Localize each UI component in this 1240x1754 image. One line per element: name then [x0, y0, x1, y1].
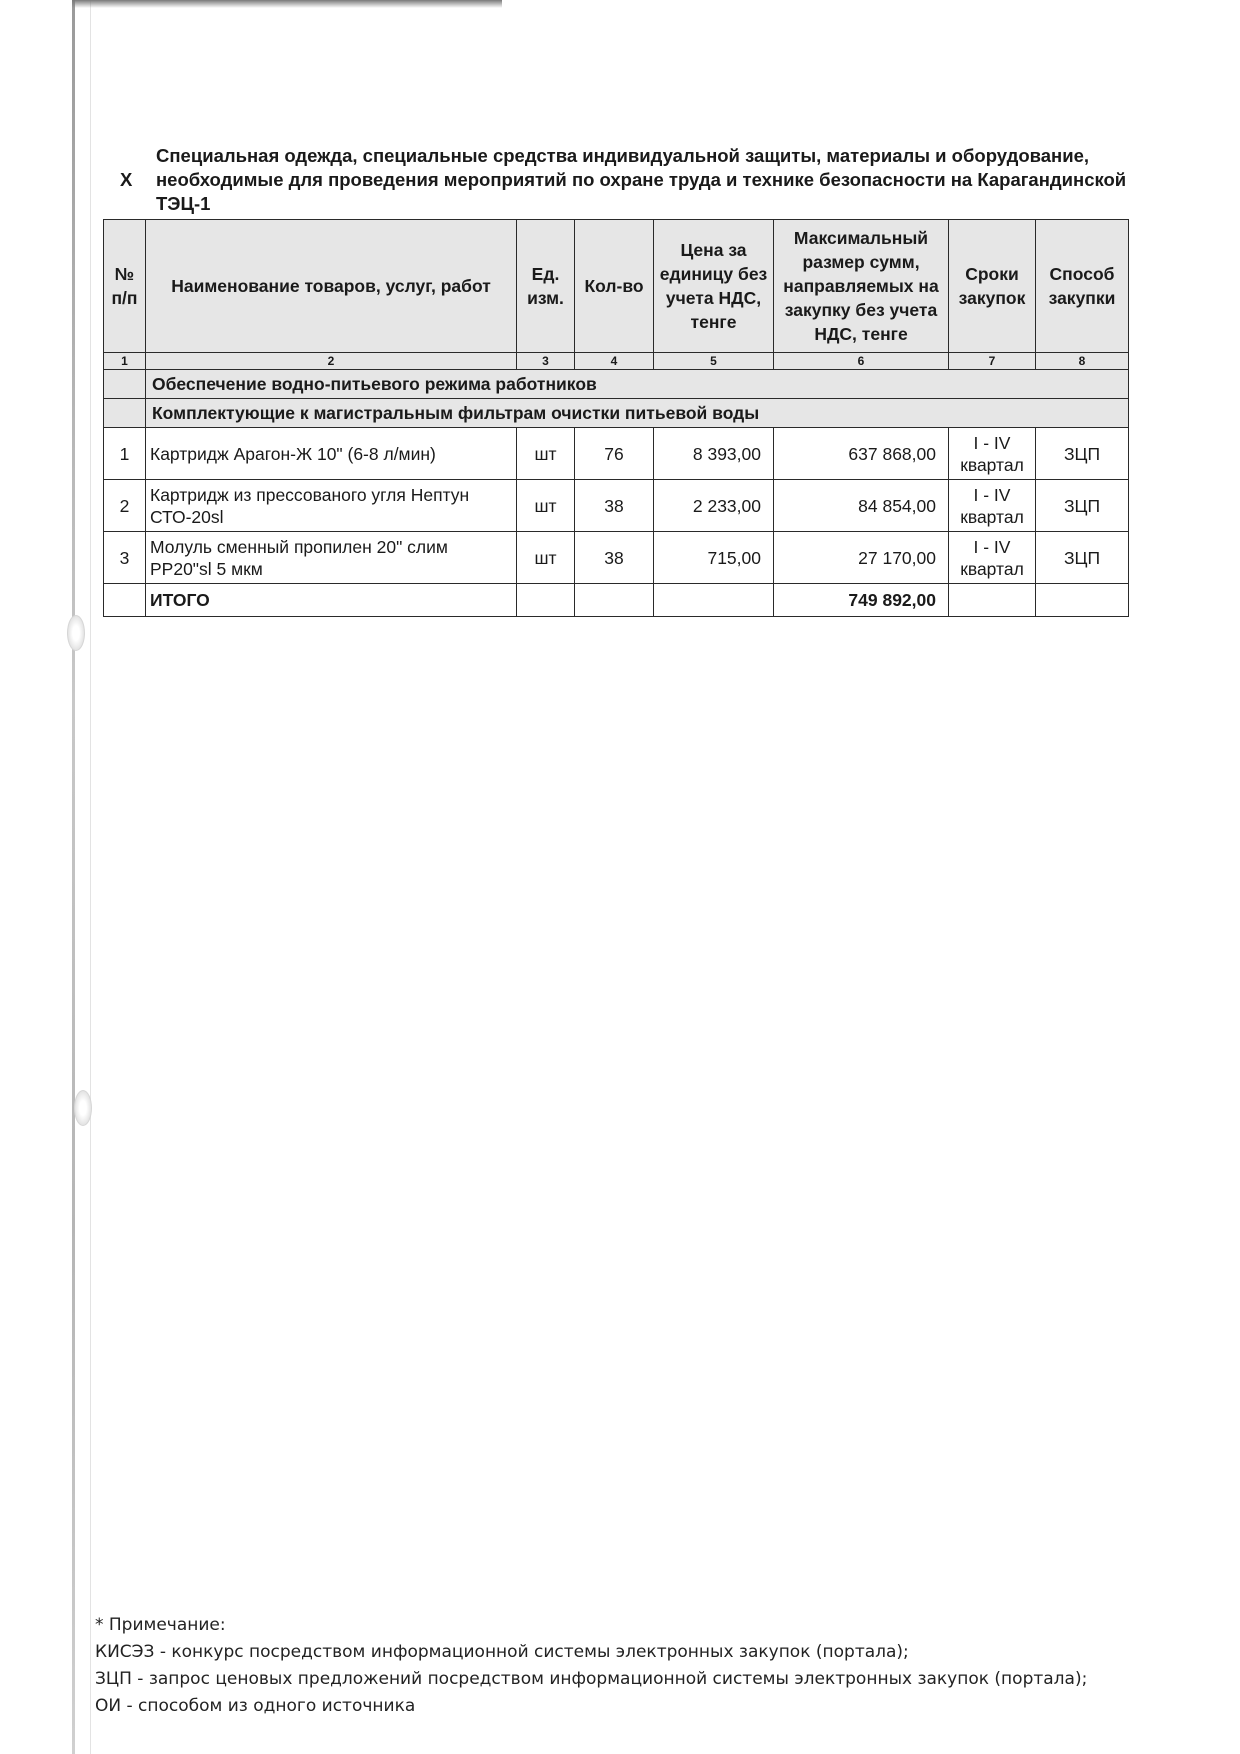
- row-qty: 38: [575, 532, 654, 584]
- punch-hole-bottom: [74, 1090, 92, 1126]
- row-method: ЗЦП: [1036, 532, 1129, 584]
- footnote: [95, 1612, 1215, 1720]
- header-price: Цена за единицу без учета НДС, тенге: [654, 220, 774, 353]
- header-amount: Максимальный размер сумм, направляемых на закупку без учета НДС, тенге: [774, 220, 949, 353]
- total-empty-cell: [1036, 584, 1129, 617]
- header-method: Способ закупки: [1036, 220, 1129, 353]
- row-period: I - IV квартал: [949, 532, 1036, 584]
- row-price: 715,00: [654, 532, 774, 584]
- total-amount: 749 892,00: [774, 584, 949, 617]
- table-row: [104, 532, 1129, 584]
- row-amount: 84 854,00: [774, 480, 949, 532]
- column-number: 5: [654, 353, 774, 370]
- scan-left-edge: [72, 0, 75, 1754]
- column-number: 7: [949, 353, 1036, 370]
- row-no: 2: [104, 480, 146, 532]
- header-no: № п/п: [104, 220, 146, 353]
- row-qty: 38: [575, 480, 654, 532]
- footnote-line: КИСЭЗ - конкурс посредством информационной системы электронных закупок (портала);: [95, 1642, 909, 1662]
- row-no: 3: [104, 532, 146, 584]
- total-row: [104, 584, 1129, 617]
- column-numbers-row: [104, 353, 1129, 370]
- header-name: Наименование товаров, услуг, работ: [146, 220, 517, 353]
- total-empty-cell: [949, 584, 1036, 617]
- row-price: 2 233,00: [654, 480, 774, 532]
- column-number: 1: [104, 353, 146, 370]
- column-number: 6: [774, 353, 949, 370]
- procurement-table: [103, 219, 1129, 617]
- scan-top-edge: [72, 0, 502, 8]
- row-name: Картридж Арагон-Ж 10" (6-8 л/мин): [146, 428, 517, 480]
- punch-hole-top: [67, 615, 85, 651]
- total-empty-cell: [517, 584, 575, 617]
- section-title: Специальная одежда, специальные средства индивидуальной защиты, материалы и оборудование, необходимые для проведения мероприятий по охране труда и технике безопасности на Карагандинской ТЭЦ-1: [156, 145, 1127, 214]
- total-empty-cell: [575, 584, 654, 617]
- subgroup-title: Комплектующие к магистральным фильтрам очистки питьевой воды: [146, 399, 1129, 428]
- row-name: Молуль сменный пропилен 20" слим PP20"sl 5 мкм: [146, 532, 517, 584]
- footnote-line: ЗЦП - запрос ценовых предложений посредством информационной системы электронных закупок (портала);: [95, 1669, 1088, 1689]
- scan-left-edge-shadow: [90, 0, 91, 1754]
- row-period: I - IV квартал: [949, 428, 1036, 480]
- table-header-row: [104, 220, 1129, 353]
- row-no: 1: [104, 428, 146, 480]
- table-row: [104, 480, 1129, 532]
- total-empty-cell: [654, 584, 774, 617]
- row-amount: 637 868,00: [774, 428, 949, 480]
- row-period: I - IV квартал: [949, 480, 1036, 532]
- column-number: 2: [146, 353, 517, 370]
- row-qty: 76: [575, 428, 654, 480]
- group-row: [104, 370, 1129, 399]
- column-number: 8: [1036, 353, 1129, 370]
- row-unit: шт: [517, 428, 575, 480]
- header-period: Сроки закупок: [949, 220, 1036, 353]
- group-row-spacer: [104, 370, 146, 399]
- subgroup-row: [104, 399, 1129, 428]
- subgroup-row-spacer: [104, 399, 146, 428]
- row-unit: шт: [517, 532, 575, 584]
- row-method: ЗЦП: [1036, 480, 1129, 532]
- footnote-line: ОИ - способом из одного источника: [95, 1696, 416, 1716]
- row-price: 8 393,00: [654, 428, 774, 480]
- column-number: 4: [575, 353, 654, 370]
- row-amount: 27 170,00: [774, 532, 949, 584]
- total-spacer: [104, 584, 146, 617]
- total-label: ИТОГО: [146, 584, 517, 617]
- footnote-title: * Примечание:: [95, 1615, 226, 1635]
- header-unit: Ед. изм.: [517, 220, 575, 353]
- group-title: Обеспечение водно-питьевого режима работников: [146, 370, 1129, 399]
- row-name: Картридж из прессованого угля Нептун СТО-20sl: [146, 480, 517, 532]
- table-row: [104, 428, 1129, 480]
- column-number: 3: [517, 353, 575, 370]
- row-unit: шт: [517, 480, 575, 532]
- header-qty: Кол-во: [575, 220, 654, 353]
- section-number: X: [120, 169, 133, 190]
- row-method: ЗЦП: [1036, 428, 1129, 480]
